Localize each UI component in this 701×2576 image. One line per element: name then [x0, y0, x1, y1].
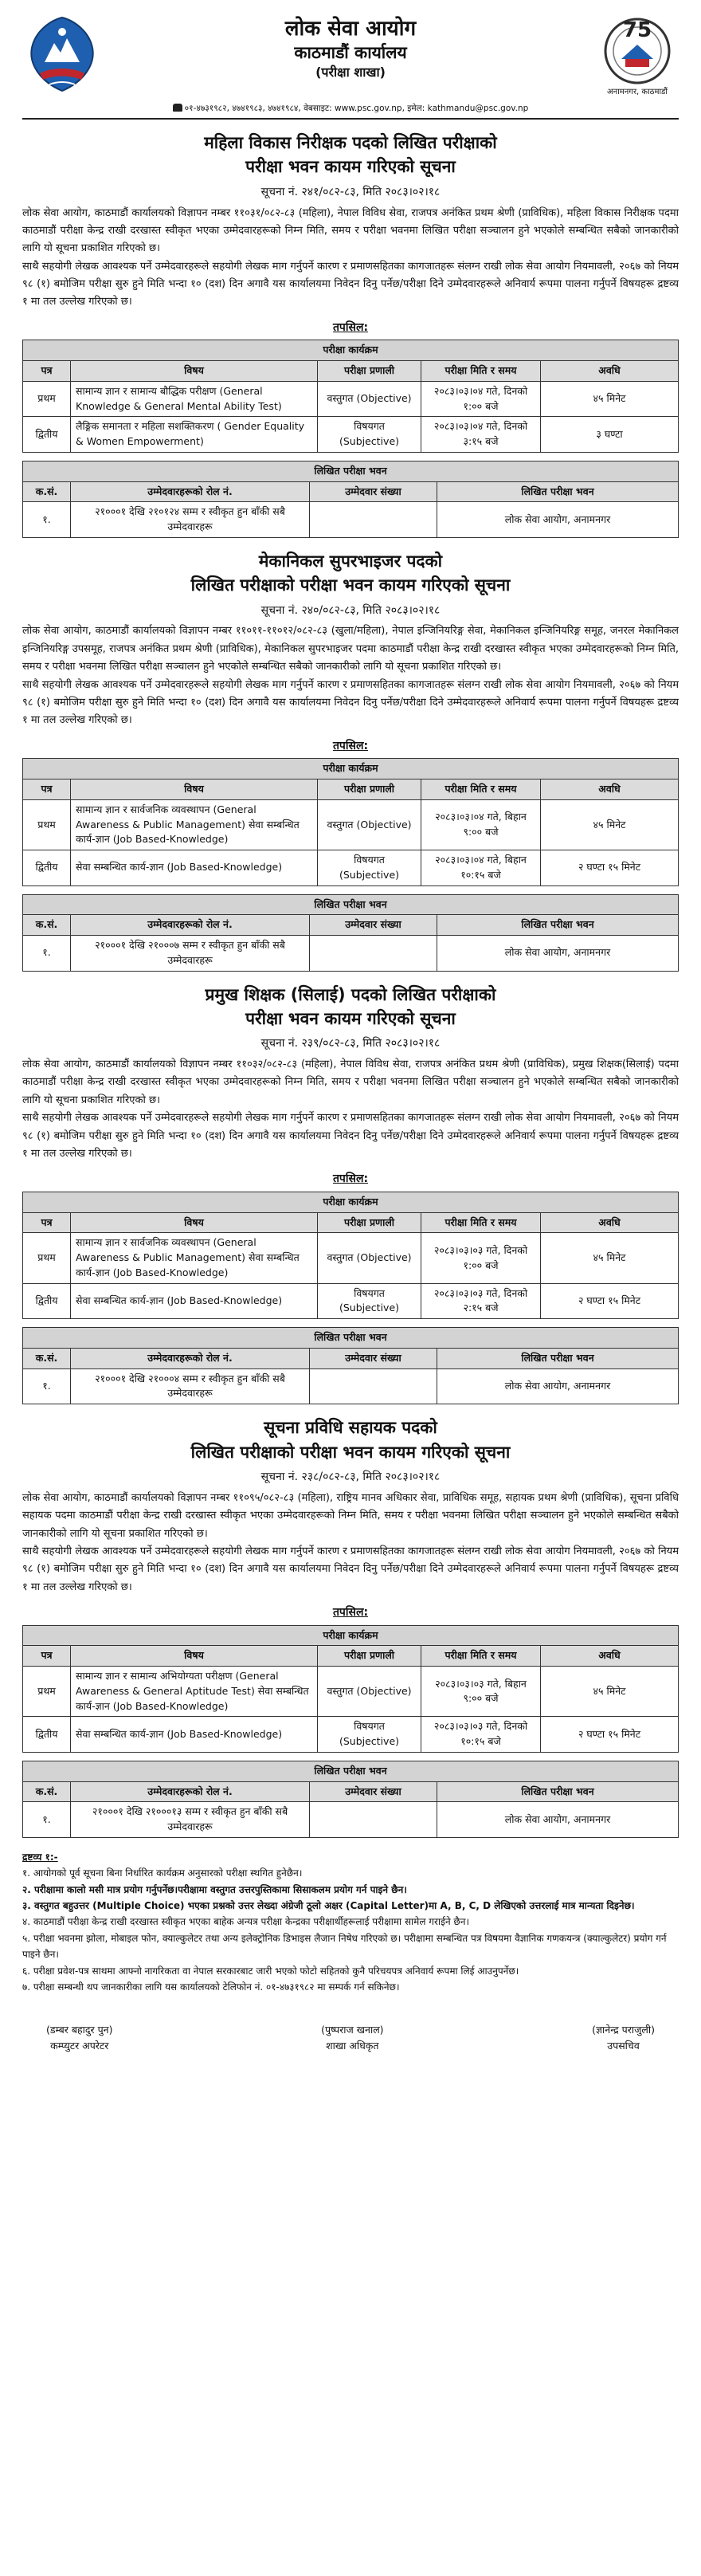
column-header: क.सं. [23, 1348, 71, 1368]
table-row [23, 936, 679, 972]
paper-cell: प्रथम [23, 799, 71, 850]
notice-section [22, 131, 679, 538]
column-header: उम्मेदवारहरूको रोल नं. [71, 915, 310, 936]
datetime-cell: २०८३।०३।०३ गते, दिनको २:१५ बजे [421, 1283, 541, 1319]
column-header: लिखित परीक्षा भवन [437, 915, 679, 936]
contact-info [102, 102, 599, 115]
column-header: अवधि [541, 361, 679, 382]
column-header: लिखित परीक्षा भवन [437, 1781, 679, 1802]
column-header: परीक्षा प्रणाली [318, 1646, 421, 1667]
system-cell: विषयगत (Subjective) [318, 1717, 421, 1753]
subject-cell: सेवा सम्बन्धित कार्य-ज्ञान (Job Based-Knowledge) [71, 1283, 318, 1319]
column-header: परीक्षा मिति र समय [421, 1212, 541, 1233]
signatory-name: (ज्ञानेन्द्र पराजुली) [592, 2024, 655, 2036]
serial-cell: १. [23, 1368, 71, 1404]
table-caption: लिखित परीक्षा भवन [23, 1761, 679, 1781]
notice-number: सूचना नं. २३९/०८२-८३, मिति २०८३।०२।१८ [260, 1037, 441, 1050]
subject-cell: लैङ्गिक समानता र महिला सशक्तिकरण ( Gender Equality & Women Empowerment) [71, 417, 318, 453]
column-header: उम्मेदवार संख्या [310, 481, 437, 502]
notice-paragraph: लोक सेवा आयोग, काठमाडौं कार्यालयको विज्ञापन नम्बर ११०११-११०१२/०८२-८३ (खुला/महिला), नेपाल इन्जिनियरिङ्ग सेवा, मेकानिकल इन्जिनियरिङ्ग समूह, जनरल मेकानिकल इन्जिनियरिङ्ग उपसमूह, राजपत्र अनंकित प्रथम श्रेणी (प्राविधिक), मेकानिकल सुपरभाइजर पदमा काठमाडौं परीक्षा केन्द्र राखी दरखास्त स्वीकृत भएका उम्मेदवारहरूको निम्न मिति, समय र परीक्षा भवनमा लिखित परीक्षा सञ्चालन हुने भएकोले सम्बन्धित सबैको जानकारीको लागि यो सूचना प्रकाशित गरिएको छ। [22, 625, 679, 673]
details-heading: तपसिल: [332, 320, 369, 334]
table-caption: लिखित परीक्षा भवन [23, 894, 679, 915]
table-row [23, 1233, 679, 1283]
venue-cell: लोक सेवा आयोग, अनामनगर [437, 936, 679, 972]
contact-text: ०१-४७३१९८२, ४७४१९८३, ४७४१९८४, वेबसाइट: www.psc.gov.np, इमेल: kathmandu@psc.gov.np [184, 103, 529, 113]
paper-cell: द्वितीय [23, 1283, 71, 1319]
notes-section [22, 1849, 679, 1996]
table-row [23, 1368, 679, 1404]
notice-number: सूचना नं. २३८/०८२-८३, मिति २०८३।०२।१८ [260, 1471, 441, 1484]
duration-cell: ३ घण्टा [541, 417, 679, 453]
signatory-role: कम्प्युटर अपरेटर [50, 2039, 109, 2052]
notice-paragraph: लोक सेवा आयोग, काठमाडौं कार्यालयको विज्ञापन नम्बर ११०९५/०८२-८३ (महिला), राष्ट्रिय मानव अधिकार सेवा, प्राविधिक समूह, सहायक प्रथम श्रेणी (प्राविधिक), सूचना प्रविधि सहायक पदमा काठमाडौं परीक्षा केन्द्र राखी दरखास्त स्वीकृत भएका उम्मेदवारहरूको निम्न मिति, समय र परीक्षा भवनमा लिखित परीक्षा सञ्चालन हुने भएकोले सम्बन्धित सबैको जानकारीको लागि यो सूचना प्रकाशित गरिएको छ। [22, 1491, 679, 1540]
count-cell [310, 1802, 437, 1838]
signature-block [321, 2022, 383, 2053]
notice-paragraph: लोक सेवा आयोग, काठमाडौं कार्यालयको विज्ञापन नम्बर ११०३१/०८२-८३ (महिला), नेपाल विविध सेवा, राजपत्र अनंकित प्रथम श्रेणी (प्राविधिक), महिला विकास निरीक्षक पदमा काठमाडौं परीक्षा केन्द्र राखी दरखास्त स्वीकृत भएका उम्मेदवारहरूको निम्न मिति, समय र परीक्षा भवनमा लिखित परीक्षा सञ्चालन हुने भएकोले सम्बन्धित सबैको जानकारीको लागि यो सूचना प्रकाशित गरिएको छ। [22, 206, 679, 255]
subject-cell: सेवा सम्बन्धित कार्य-ज्ञान (Job Based-Knowledge) [71, 850, 318, 886]
datetime-cell: २०८३।०३।०३ गते, बिहान ९:०० बजे [421, 1667, 541, 1717]
datetime-cell: २०८३।०३।०४ गते, बिहान ९:०० बजे [421, 799, 541, 850]
details-heading: तपसिल: [332, 1605, 369, 1619]
note-item: ६. परीक्षा प्रवेश-पत्र साथमा आफ्नो नागरिकता वा नेपाल सरकारबाट जारी भएको फोटो सहितको कुनै परिचयपत्र अनिवार्य रूपमा लिई आउनुपर्नेछ। [22, 1965, 519, 1977]
table-caption: परीक्षा कार्यक्रम [23, 1625, 679, 1646]
paper-cell: प्रथम [23, 1667, 71, 1717]
system-cell: वस्तुगत (Objective) [318, 1667, 421, 1717]
notice-paragraph: साथै सहयोगी लेखक आवश्यक पर्ने उम्मेदवारहरूले सहयोगी लेखक माग गर्नुपर्ने कारण र प्रमाणसहितका कागजातहरू संलग्न राखी लोक सेवा आयोग नियमावली, २०६७ को नियम ९८ (१) बमोजिम परीक्षा सुरु हुने मिति भन्दा १० (दश) दिन अगावै यस कार्यालयमा निवेदन दिनु पर्नेछ/परीक्षा दिने उम्मेदवारहरूले अनिवार्य रूपमा पालना गर्नुपर्ने विषयहरू द्रष्टव्य १ मा तल उल्लेख गरिएको छ। [22, 678, 679, 727]
column-header: परीक्षा मिति र समय [421, 779, 541, 800]
notes-title: द्रष्टव्य १:- [22, 1851, 58, 1863]
system-cell: वस्तुगत (Objective) [318, 381, 421, 417]
column-header: पत्र [23, 779, 71, 800]
column-header: उम्मेदवार संख्या [310, 1348, 437, 1368]
note-item: ५. परीक्षा भवनमा झोला, मोबाइल फोन, क्याल्कुलेटर तथा अन्य इलेक्ट्रोनिक डिभाइस लैजान निषेध गरिएको छ। परीक्षामा सम्बन्धित पत्र विषयमा वैज्ञानिक गणकयन्त्र (क्याल्कुलेटर) प्रयोग गर्न पाइने छैन। [22, 1932, 667, 1961]
column-header: अवधि [541, 1646, 679, 1667]
datetime-cell: २०८३।०३।०४ गते, दिनको १:०० बजे [421, 381, 541, 417]
paper-cell: द्वितीय [23, 417, 71, 453]
notice-title [22, 1416, 679, 1464]
system-cell: विषयगत (Subjective) [318, 1283, 421, 1319]
column-header: विषय [71, 779, 318, 800]
subject-cell: सेवा सम्बन्धित कार्य-ज्ञान (Job Based-Knowledge) [71, 1717, 318, 1753]
venue-cell: लोक सेवा आयोग, अनामनगर [437, 502, 679, 538]
count-cell [310, 1368, 437, 1404]
notice-title [22, 549, 679, 598]
exam-hall-table [22, 894, 679, 972]
anniversary-logo [599, 13, 676, 100]
note-item: १. आयोगको पूर्व सूचना बिना निर्धारित कार्यक्रम अनुसारको परीक्षा स्थगित हुनेछैन। [22, 1867, 303, 1879]
column-header: उम्मेदवार संख्या [310, 1781, 437, 1802]
roll-cell: २१०००१ देखि २१०१२४ सम्म र स्वीकृत हुन बाँकी सबै उम्मेदवारहरू [71, 502, 310, 538]
duration-cell: २ घण्टा १५ मिनेट [541, 1283, 679, 1319]
column-header: विषय [71, 1646, 318, 1667]
column-header: विषय [71, 361, 318, 382]
column-header: लिखित परीक्षा भवन [437, 1348, 679, 1368]
note-item: २. परीक्षामा कालो मसी मात्र प्रयोग गर्नुपर्नेछ।परीक्षामा वस्तुगत उत्तरपुस्तिकामा सिसाकलम प्रयोग गर्न पाइने छैन। [22, 1883, 407, 1895]
signature-block [592, 2022, 655, 2053]
count-cell [310, 936, 437, 972]
column-header: अवधि [541, 1212, 679, 1233]
column-header: पत्र [23, 1212, 71, 1233]
notice-title-line: लिखित परीक्षाको परीक्षा भवन कायम गरिएको सूचना [190, 1442, 511, 1462]
subject-cell: सामान्य ज्ञान र सार्वजनिक व्यवस्थापन (General Awareness & Public Management) सेवा सम्बन्धित कार्य-ज्ञान (Job Based-Knowledge) [71, 1233, 318, 1283]
table-row [23, 850, 679, 886]
count-cell [310, 502, 437, 538]
column-header: परीक्षा प्रणाली [318, 1212, 421, 1233]
subject-cell: सामान्य ज्ञान र सामान्य बौद्धिक परीक्षण (General Knowledge & General Mental Ability Test) [71, 381, 318, 417]
signatory-role: उपसचिव [607, 2039, 640, 2052]
system-cell: विषयगत (Subjective) [318, 417, 421, 453]
paper-cell: द्वितीय [23, 850, 71, 886]
column-header: परीक्षा मिति र समय [421, 1646, 541, 1667]
branch-name: (परीक्षा शाखा) [315, 64, 386, 80]
table-caption: परीक्षा कार्यक्रम [23, 1192, 679, 1212]
serial-cell: १. [23, 502, 71, 538]
exam-program-table [22, 1625, 679, 1753]
notice-paragraph: साथै सहयोगी लेखक आवश्यक पर्ने उम्मेदवारहरूले सहयोगी लेखक माग गर्नुपर्ने कारण र प्रमाणसहितका कागजातहरू संलग्न राखी लोक सेवा आयोग नियमावली, २०६७ को नियम ९८ (१) बमोजिम परीक्षा सुरु हुने मिति भन्दा १० (दश) दिन अगावै यस कार्यालयमा निवेदन दिनु पर्नेछ/परीक्षा दिने उम्मेदवारहरूले अनिवार्य रूपमा पालना गर्नुपर्ने विषयहरू द्रष्टव्य १ मा तल उल्लेख गरिएको छ। [22, 1545, 679, 1593]
notice-paragraph: साथै सहयोगी लेखक आवश्यक पर्ने उम्मेदवारहरूले सहयोगी लेखक माग गर्नुपर्ने कारण र प्रमाणसहितका कागजातहरू संलग्न राखी लोक सेवा आयोग नियमावली, २०६७ को नियम ९८ (१) बमोजिम परीक्षा सुरु हुने मिति भन्दा १० (दश) दिन अगावै यस कार्यालयमा निवेदन दिनु पर्नेछ/परीक्षा दिने उम्मेदवारहरूले अनिवार्य रूपमा पालना गर्नुपर्ने विषयहरू द्रष्टव्य १ मा तल उल्लेख गरिएको छ। [22, 1112, 679, 1160]
org-name: लोक सेवा आयोग [284, 17, 417, 41]
note-item: ४. काठमाडौं परीक्षा केन्द्र राखी दरखास्त स्वीकृत भएका बाहेक अन्यत्र परीक्षा केन्द्रका परीक्षार्थीहरूलाई परीक्षामा सामेल गराईने छैन। [22, 1916, 470, 1928]
datetime-cell: २०८३।०३।०३ गते, दिनको १:०० बजे [421, 1233, 541, 1283]
table-row [23, 502, 679, 538]
notice-title [22, 131, 679, 179]
notice-section [22, 983, 679, 1405]
column-header: परीक्षा प्रणाली [318, 361, 421, 382]
note-item: ७. परीक्षा सम्बन्धी थप जानकारीका लागि यस कार्यालयको टेलिफोन नं. ०१-४७३१९८२ मा सम्पर्क गर्न सकिनेछ। [22, 1981, 400, 1993]
notice-title-line: मेकानिकल सुपरभाइजर पदको [258, 551, 443, 571]
datetime-cell: २०८३।०३।०४ गते, दिनको ३:१५ बजे [421, 417, 541, 453]
notice-title-line: परीक्षा भवन कायम गरिएको सूचना [245, 157, 456, 177]
paper-cell: प्रथम [23, 381, 71, 417]
table-caption: परीक्षा कार्यक्रम [23, 340, 679, 361]
system-cell: वस्तुगत (Objective) [318, 799, 421, 850]
notice-section [22, 549, 679, 972]
column-header: विषय [71, 1212, 318, 1233]
table-row [23, 799, 679, 850]
notice-title-line: सूचना प्रविधि सहायक पदको [264, 1418, 437, 1438]
paper-cell: प्रथम [23, 1233, 71, 1283]
note-item: ३. वस्तुगत बहुउत्तर (Multiple Choice) भएका प्रश्नको उत्तर लेख्दा अंग्रेजी ठूलो अक्षर (Capital Letter)मा A, B, C, D लेखिएको उत्तरलाई मात्र मान्यता दिइनेछ। [22, 1900, 635, 1912]
notice-paragraph: साथै सहयोगी लेखक आवश्यक पर्ने उम्मेदवारहरूले सहयोगी लेखक माग गर्नुपर्ने कारण र प्रमाणसहितका कागजातहरू संलग्न राखी लोक सेवा आयोग नियमावली, २०६७ को नियम ९८ (१) बमोजिम परीक्षा सुरु हुने मिति भन्दा १० (दश) दिन अगावै यस कार्यालयमा निवेदन दिनु पर्नेछ/परीक्षा दिने उम्मेदवारहरूले अनिवार्य रूपमा पालना गर्नुपर्ने विषयहरू द्रष्टव्य १ मा तल उल्लेख गरिएको छ। [22, 260, 679, 308]
datetime-cell: २०८३।०३।०४ गते, बिहान १०:१५ बजे [421, 850, 541, 886]
phone-icon [173, 104, 182, 112]
column-header: उम्मेदवारहरूको रोल नं. [71, 481, 310, 502]
table-row [23, 381, 679, 417]
exam-program-table [22, 340, 679, 453]
svg-text:75: 75 [622, 18, 652, 42]
notice-title-line: प्रमुख शिक्षक (सिलाई) पदको लिखित परीक्षाको [205, 984, 496, 1004]
roll-cell: २१०००१ देखि २१०००७ सम्म र स्वीकृत हुन बाँकी सबै उम्मेदवारहरू [71, 936, 310, 972]
notice-title-line: परीक्षा भवन कायम गरिएको सूचना [245, 1009, 456, 1028]
table-caption: परीक्षा कार्यक्रम [23, 759, 679, 779]
table-caption: लिखित परीक्षा भवन [23, 461, 679, 481]
signatory-name: (डम्बर बहादुर पुन) [46, 2024, 113, 2036]
system-cell: वस्तुगत (Objective) [318, 1233, 421, 1283]
duration-cell: ४५ मिनेट [541, 1233, 679, 1283]
column-header: क.सं. [23, 481, 71, 502]
notice-title [22, 983, 679, 1031]
paper-cell: द्वितीय [23, 1717, 71, 1753]
exam-hall-table [22, 461, 679, 538]
notice-title-line: लिखित परीक्षाको परीक्षा भवन कायम गरिएको सूचना [190, 575, 511, 595]
exam-program-table [22, 758, 679, 886]
column-header: क.सं. [23, 915, 71, 936]
table-row [23, 1802, 679, 1838]
serial-cell: १. [23, 1802, 71, 1838]
notice-section [22, 1416, 679, 1838]
details-heading: तपसिल: [332, 1172, 369, 1186]
office-name: काठमाडौं कार्यालय [294, 42, 407, 62]
table-caption: लिखित परीक्षा भवन [23, 1328, 679, 1349]
table-row [23, 417, 679, 453]
notice-number: सूचना नं. २४०/०८२-८३, मिति २०८३।०२।१८ [260, 603, 441, 617]
duration-cell: २ घण्टा १५ मिनेट [541, 1717, 679, 1753]
notice-number: सूचना नं. २४१/०८२-८३, मिति २०८३।०२।१८ [260, 185, 441, 198]
table-row [23, 1717, 679, 1753]
subject-cell: सामान्य ज्ञान र सार्वजनिक व्यवस्थापन (General Awareness & Public Management) सेवा सम्बन्धित कार्य-ज्ञान (Job Based-Knowledge) [71, 799, 318, 850]
letterhead [22, 10, 679, 120]
exam-hall-table [22, 1327, 679, 1404]
anniversary-75-icon [601, 13, 673, 86]
duration-cell: ४५ मिनेट [541, 799, 679, 850]
venue-cell: लोक सेवा आयोग, अनामनगर [437, 1802, 679, 1838]
signature-block [46, 2022, 113, 2053]
column-header: पत्र [23, 1646, 71, 1667]
column-header: उम्मेदवारहरूको रोल नं. [71, 1781, 310, 1802]
column-header: उम्मेदवार संख्या [310, 915, 437, 936]
column-header: लिखित परीक्षा भवन [437, 481, 679, 502]
duration-cell: २ घण्टा १५ मिनेट [541, 850, 679, 886]
duration-cell: ४५ मिनेट [541, 1667, 679, 1717]
exam-hall-table [22, 1761, 679, 1838]
roll-cell: २१०००१ देखि २१०००४ सम्म र स्वीकृत हुन बाँकी सबै उम्मेदवारहरू [71, 1368, 310, 1404]
duration-cell: ४५ मिनेट [541, 381, 679, 417]
roll-cell: २१०००१ देखि २१०००१३ सम्म र स्वीकृत हुन बाँकी सबै उम्मेदवारहरू [71, 1802, 310, 1838]
signatory-role: शाखा अधिकृत [326, 2039, 379, 2052]
exam-program-table [22, 1192, 679, 1319]
serial-cell: १. [23, 936, 71, 972]
notice-title-line: महिला विकास निरीक्षक पदको लिखित परीक्षाको [204, 133, 497, 152]
system-cell: विषयगत (Subjective) [318, 850, 421, 886]
datetime-cell: २०८३।०३।०३ गते, दिनको १०:१५ बजे [421, 1717, 541, 1753]
column-header: परीक्षा मिति र समय [421, 361, 541, 382]
table-row [23, 1667, 679, 1717]
notice-paragraph: लोक सेवा आयोग, काठमाडौं कार्यालयको विज्ञापन नम्बर ११०३२/०८२-८३ (महिला), नेपाल विविध सेवा, राजपत्र अनंकित प्रथम श्रेणी (प्राविधिक), प्रमुख शिक्षक(सिलाई) पदमा काठमाडौं परीक्षा केन्द्र राखी दरखास्त स्वीकृत भएका उम्मेदवारहरूको निम्न मिति, समय र परीक्षा भवनमा लिखित परीक्षा सञ्चालन हुने भएकोले सम्बन्धित सबैको जानकारीको लागि यो सूचना प्रकाशित गरिएको छ। [22, 1058, 679, 1106]
right-logo-caption: अनामनगर, काठमाडौं [607, 88, 668, 96]
nepal-emblem-icon [25, 14, 99, 94]
column-header: क.सं. [23, 1781, 71, 1802]
table-row [23, 1283, 679, 1319]
subject-cell: सामान्य ज्ञान र सामान्य अभियोग्यता परीक्षण (General Awareness & General Aptitude Test) सेवा सम्बन्धित कार्य-ज्ञान (Job Based-Knowledge) [71, 1667, 318, 1717]
column-header: परीक्षा प्रणाली [318, 779, 421, 800]
column-header: पत्र [23, 361, 71, 382]
signatory-name: (पुष्पराज खनाल) [321, 2024, 384, 2036]
signatures [22, 2022, 679, 2053]
column-header: उम्मेदवारहरूको रोल नं. [71, 1348, 310, 1368]
venue-cell: लोक सेवा आयोग, अनामनगर [437, 1368, 679, 1404]
details-heading: तपसिल: [332, 739, 369, 752]
column-header: अवधि [541, 779, 679, 800]
